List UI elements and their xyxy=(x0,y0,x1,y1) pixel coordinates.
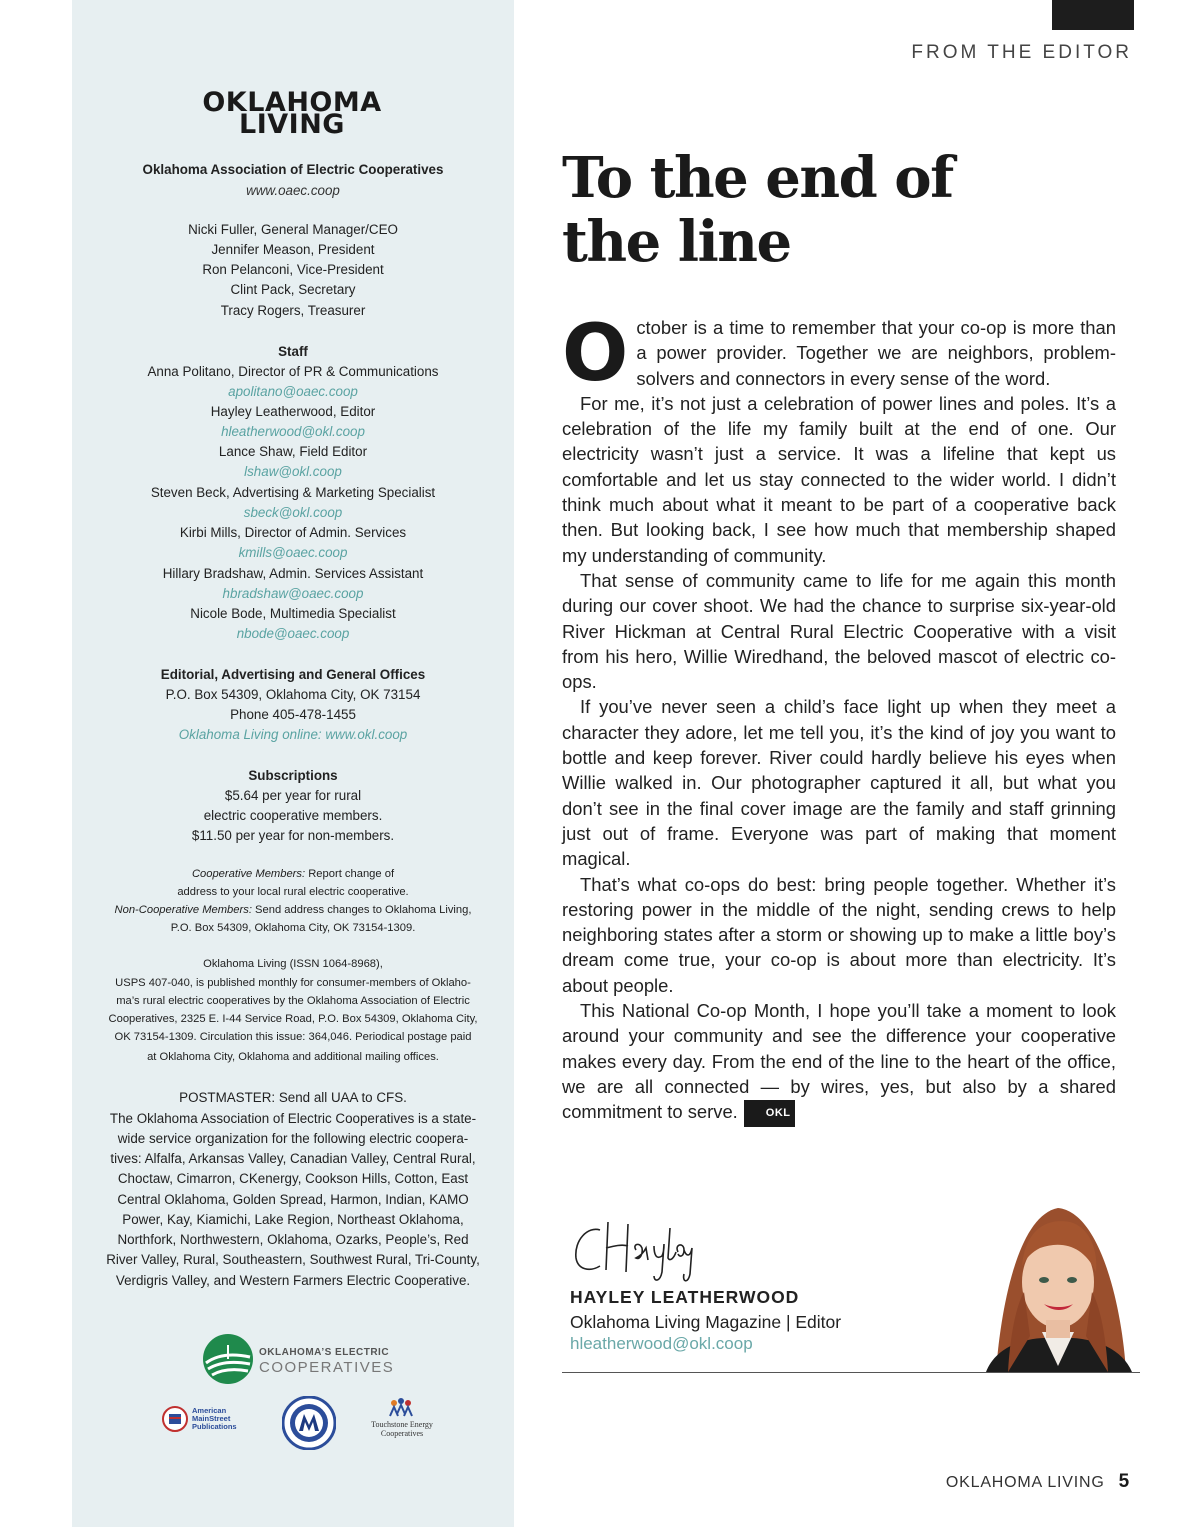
paragraph-text: This National Co-op Month, I hope you’ll take a moment to look around your community and see the difference your cooperative makes every day. From the end of the line to the heart of the office, we are all connected — by wires, yes, but also by a shared commitment to serve. xyxy=(562,1000,1116,1123)
coop-members-note xyxy=(72,868,514,880)
editor-name: HAYLEY LEATHERWOOD xyxy=(570,1287,800,1307)
article-body xyxy=(562,309,1116,1127)
article-paragraph: For me, it’s not just a celebration of power lines and poles. It’s a celebration of the life my family built at the end of one. Our electricity wasn’t just a service. It was a lifeline that kept us comfortable and let us stay connected to the wider world. I didn’t think much about what it meant to be part of a cooperative back then. But looking back, I see how much that membership shaped my understanding of community. xyxy=(562,392,1116,566)
publication-line: Oklahoma Living (ISSN 1064-8968), xyxy=(203,958,383,970)
paragraph-text: ctober is a time to remember that your co-op is more than a power provider. Together we are neighbors, problem-solvers and connectors in every sense of the word. xyxy=(636,317,1116,389)
touchstone-line-2: Cooperatives xyxy=(380,1429,424,1438)
staff-name: Steven Beck, Advertising & Marketing Specialist xyxy=(150,485,436,500)
article-paragraph: If you’ve never seen a child’s face light up when they meet a character they adore, let me tell you, it’s the kind of joy you want to bottle and keep forever. River could hardly believe his eyes when Willie walked in. Our photographer captured it all, but what you don’t see in the final cover image are the family and staff grinning just out of frame. Everyone was part of making that moment magical. xyxy=(562,696,1116,870)
editor-signature xyxy=(570,1208,720,1293)
officer-line: Clint Pack, Secretary xyxy=(230,282,356,297)
subscriptions-heading: Subscriptions xyxy=(248,768,338,783)
portrait-illustration-icon xyxy=(976,1196,1138,1372)
staff-email[interactable]: hleatherwood@okl.coop xyxy=(221,424,365,439)
publication-line: at Oklahoma City, Oklahoma and additional mailing offices. xyxy=(147,1051,439,1063)
section-kicker: FROM THE EDITOR xyxy=(911,42,1132,63)
oec-globe-icon xyxy=(202,1333,256,1387)
noncoop-label: Non-Cooperative Members: xyxy=(114,904,252,916)
offices-online-link[interactable]: Oklahoma Living online: www.okl.coop xyxy=(178,727,408,742)
staff-email[interactable]: lshaw@okl.coop xyxy=(244,464,342,479)
amp-emblem-icon xyxy=(162,1406,188,1432)
amp-logo xyxy=(162,1406,252,1436)
staff-name: Nicole Bode, Multimedia Specialist xyxy=(190,606,396,621)
touchstone-figures-icon xyxy=(386,1398,416,1418)
section-tab xyxy=(1052,0,1134,30)
signature-divider xyxy=(562,1372,1140,1373)
oec-logo xyxy=(202,1333,432,1389)
coop-members-label: Cooperative Members: xyxy=(191,868,306,880)
publication-line: OK 73154-1309. Circulation this issue: 364,046. Periodical postage paid xyxy=(114,1031,472,1043)
subscription-line: electric cooperative members. xyxy=(203,808,383,823)
logo-line-1: OKLAHOMA xyxy=(202,87,382,118)
org-name: Oklahoma Association of Electric Cooperatives xyxy=(142,162,444,177)
postmaster-line: wide service organization for the following electric coopera- xyxy=(117,1131,469,1146)
editor-title: Oklahoma Living Magazine | Editor xyxy=(570,1312,842,1332)
touchstone-text xyxy=(362,1420,442,1438)
org-url[interactable]: www.oaec.coop xyxy=(246,183,340,198)
oec-logo-line-1: OKLAHOMA’S ELECTRIC xyxy=(259,1347,390,1358)
staff-name: Anna Politano, Director of PR & Communications xyxy=(147,364,439,379)
masthead-sidebar xyxy=(72,0,514,1527)
article-paragraph xyxy=(562,998,1116,1127)
touchstone-line-1: Touchstone Energy xyxy=(371,1420,433,1429)
staff-name: Lance Shaw, Field Editor xyxy=(218,444,368,459)
postmaster-line: Verdigris Valley, and Western Farmers Electric Cooperative. xyxy=(115,1273,471,1288)
officer-line: Nicki Fuller, General Manager/CEO xyxy=(188,222,398,237)
officer-line: Tracy Rogers, Treasurer xyxy=(220,303,366,318)
offices-address: P.O. Box 54309, Oklahoma City, OK 73154 xyxy=(165,687,421,702)
noncoop-members-note xyxy=(72,904,514,916)
staff-name: Hayley Leatherwood, Editor xyxy=(210,404,376,419)
offices-phone: Phone 405-478-1455 xyxy=(230,707,356,722)
amp-line-1: American xyxy=(192,1406,227,1415)
drop-cap: O xyxy=(562,309,629,399)
logo-line-2: LIVING xyxy=(239,109,345,140)
nrea-seal-logo xyxy=(282,1396,338,1452)
editor-email-link[interactable]: hleatherwood@okl.coop xyxy=(570,1334,753,1353)
staff-heading: Staff xyxy=(278,344,308,359)
amp-line-3: Publications xyxy=(192,1422,237,1431)
staff-email[interactable]: kmills@oaec.coop xyxy=(238,545,348,560)
page-footer xyxy=(900,1471,1130,1493)
page-number: 5 xyxy=(1118,1471,1130,1492)
officer-line: Jennifer Meason, President xyxy=(211,242,375,257)
postmaster-line: River Valley, Rural, Southeastern, Southwest Rural, Tri-County, xyxy=(106,1252,480,1267)
touchstone-energy-logo xyxy=(362,1398,442,1442)
seal-icon xyxy=(282,1396,336,1450)
amp-line-2: MainStreet xyxy=(192,1414,231,1423)
staff-email[interactable]: nbode@oaec.coop xyxy=(236,626,350,641)
staff-email[interactable]: apolitano@oaec.coop xyxy=(228,384,358,399)
article-headline xyxy=(562,146,1162,274)
amp-logo-text xyxy=(192,1407,237,1431)
headline-line-1: To the end of xyxy=(562,145,953,211)
coop-members-text: Report change of xyxy=(305,868,395,880)
publication-line: Cooperatives, 2325 E. I-44 Service Road, P.O. Box 54309, Oklahoma City, xyxy=(108,1013,478,1025)
subscription-line: $5.64 per year for rural xyxy=(224,788,362,803)
article-paragraph: That’s what co-ops do best: bring people together. Whether it’s restoring power in the middle of the night, sending crews to help neighboring states after a storm or showing up to make a little boy’s dream come true, your co-op is about more than electricity. It’s about people. xyxy=(562,873,1116,996)
offices-heading: Editorial, Advertising and General Offices xyxy=(160,667,426,682)
postmaster-line: The Oklahoma Association of Electric Cooperatives is a state- xyxy=(109,1111,477,1126)
article-paragraph xyxy=(562,309,1116,399)
staff-email[interactable]: hbradshaw@oaec.coop xyxy=(222,586,364,601)
postmaster-line: POSTMASTER: Send all UAA to CFS. xyxy=(179,1090,407,1105)
footer-magazine-name: OKLAHOMA LIVING xyxy=(945,1474,1105,1491)
headline-line-2: the line xyxy=(562,209,791,275)
staff-name: Kirbi Mills, Director of Admin. Services xyxy=(179,525,407,540)
staff-name: Hillary Bradshaw, Admin. Services Assistant xyxy=(162,566,424,581)
publication-line: USPS 407-040, is published monthly for consumer-members of Oklaho- xyxy=(115,977,471,989)
signature-script-icon xyxy=(570,1208,720,1288)
subscription-line: $11.50 per year for non-members. xyxy=(191,828,395,843)
staff-email[interactable]: sbeck@okl.coop xyxy=(243,505,343,520)
postmaster-line: Northfork, Northwestern, Oklahoma, Ozarks, People’s, Red xyxy=(117,1232,469,1247)
postmaster-line: Central Oklahoma, Golden Spread, Harmon, Indian, KAMO xyxy=(117,1192,469,1207)
noncoop-text: Send address changes to Oklahoma Living, xyxy=(251,904,472,916)
publication-line: ma’s rural electric cooperatives by the Oklahoma Association of Electric xyxy=(116,995,470,1007)
okl-end-mark-icon: OKL xyxy=(744,1100,795,1127)
article-paragraph: That sense of community came to life for me again this month during our cover shoot. We had the chance to surprise six-year-old River Hickman at Central Rural Electric Cooperative with a visit from his hero, Willie Wiredhand, the beloved mascot of electric co-ops. xyxy=(562,569,1116,693)
coop-members-note-2: address to your local rural electric cooperative. xyxy=(177,886,409,898)
postmaster-line: Power, Kay, Kiamichi, Lake Region, Northeast Oklahoma, xyxy=(122,1212,464,1227)
oklahoma-living-logo xyxy=(192,87,392,140)
postmaster-line: tives: Alfalfa, Arkansas Valley, Canadian Valley, Central Rural, xyxy=(110,1151,476,1166)
postmaster-line: Choctaw, Cimarron, CKenergy, Cookson Hills, Cotton, East xyxy=(117,1171,469,1186)
officer-line: Ron Pelanconi, Vice-President xyxy=(202,262,384,277)
oec-logo-line-2: COOPERATIVES xyxy=(259,1359,395,1376)
noncoop-members-note-2: P.O. Box 54309, Oklahoma City, OK 73154-1309. xyxy=(170,922,416,934)
editor-portrait-photo xyxy=(976,1196,1138,1372)
